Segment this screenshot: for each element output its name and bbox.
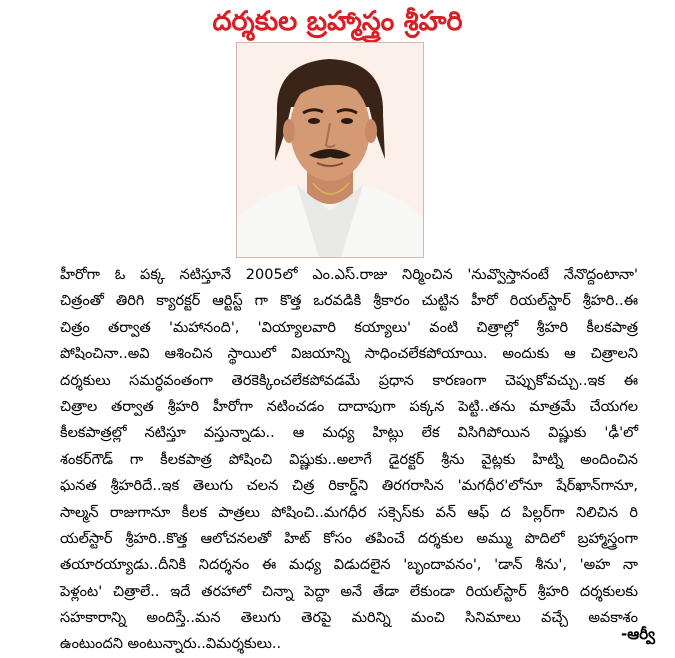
article-line: చిత్రంతో తిరిగి క్యారక్టర్ ఆర్టిస్ట్ గా కొత్త ఒరవడికి శ్రీకారం చుట్టిన హీరో రియల్‌స్టార్ శ్రీహరి..ఈ <box>60 293 638 310</box>
article-line: చిత్రం తర్వాత 'మహానంది', 'వియ్యాలవారి కయ్యాలు' వంటి చిత్రాల్లో శ్రీహరి కీలకపాత్ర <box>60 319 638 336</box>
article-body <box>60 262 638 658</box>
article-line: కీలకపాత్రల్లో నటిస్తూ వస్తున్నాడు.. ఆ మధ్య హిట్లు లేక విసిగిపోయిన విష్ణుకు 'ఢీ'లో <box>60 425 638 442</box>
article-line: సాల్మన్ రాజుగానూ కీలక పాత్రలు పోషించి..మగధీర సక్సెస్‌కు వన్ ఆఫ్ ద పిల్లర్‌గా నిలిచిన రి <box>60 504 638 521</box>
portrait-photo-icon <box>236 42 424 258</box>
article-line: దర్శకులు సమర్ధవంతంగా తెరకెక్కించలేకపోవడమే ప్రధాన కారణంగా చెప్పుకోవచ్చు..ఇక ఈ <box>60 372 638 389</box>
article-line: హీరోగా ఓ పక్క నటిస్తూనే 2005లో ఎం.ఎస్.రాజు నిర్మించిన 'నువ్వొస్తానంటే నేనొద్దంటానా' <box>60 267 638 283</box>
article-line: తయారయ్యాడు..దీనికి నిదర్శనం ఈ మధ్య విడుదలైన 'బృందావనం', 'డాన్ శీను', 'అహ నా <box>60 557 638 574</box>
article-line: ఘనత శ్రీహరిదే..ఇక తెలుగు చలన చిత్ర రికార్డ్‌ని తిరగరాసిన 'మగధీర'లోనూ షేర్‌ఖాన్‌గానూ, <box>60 478 638 495</box>
article-line: యల్‌స్టార్ శ్రీహరి..కొత్త ఆలోచనలతో హిట్ కోసం తపించే దర్శకుల అమ్ము పొదిలో బ్రహ్మాస్త్రంగా <box>60 530 638 547</box>
article-headline: దర్శకుల బ్రహ్మాస్త్రం శ్రీహరి <box>212 6 463 37</box>
article-line: శంకర్‌గౌడ్ గా కీలకపాత్ర పోషించి విష్ణుకు..అలాగే డైరక్టర్ శ్రీను వైట్లకు హిట్ని అందించిన <box>60 451 638 468</box>
author-byline: -ఆర్వీ <box>621 625 655 643</box>
article-line: ఉంటుందని అంటున్నారు..విమర్శకులు.. <box>60 636 282 653</box>
article-line: చిత్రాల తర్వాత శ్రీహరి హీరోగా నటించడం దాదాపుగా పక్కన పెట్టి..తను మాత్రమే చేయగల <box>60 398 638 415</box>
article-line: పోషించినా..అవి ఆశించిన స్థాయిలో విజయాన్ని సాధించలేకపోయాయి. అందుకు ఆ చిత్రాలని <box>60 346 638 363</box>
article-line: సహకారాన్ని అందిస్తే..మన తెలుగు తెరపై మరిన్ని మంచి సినిమాలు వచ్చే అవకాశం <box>60 610 638 627</box>
article-line: పెళ్లంట' చిత్రాలే.. ఇదే తరహాలో చిన్నా పెద్దా అనే తేడా లేకుండా రియల్‌స్టార్ శ్రీహరి దర్శకులకు <box>60 583 638 600</box>
